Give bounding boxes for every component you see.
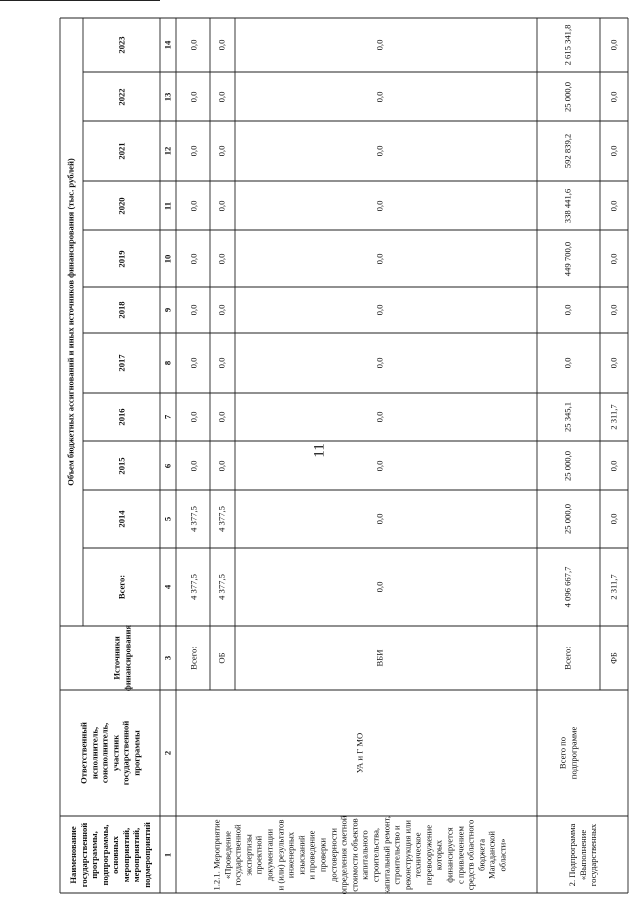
- measure-value: 4 377,5: [188, 574, 199, 600]
- col-number-12: 12: [162, 146, 173, 156]
- measure-name-line: и (или) результатов: [275, 819, 286, 890]
- measure-value: 0,0: [374, 357, 385, 369]
- subprogram-value: 0,0: [608, 304, 619, 316]
- header-sources: [112, 625, 133, 691]
- subprogram-value: 25 000,0: [562, 81, 573, 112]
- measure-value: 0,0: [374, 200, 385, 211]
- measure-name-line: и проведение: [307, 830, 318, 879]
- subprogram-value: 2 615 341,8: [562, 24, 573, 66]
- col-number-13: 13: [162, 92, 173, 101]
- subprogram-value: 0,0: [562, 304, 573, 316]
- header-year-2018: 2018: [116, 301, 127, 319]
- measure-value: 0,0: [216, 91, 227, 102]
- subprogram-value: 0,0: [608, 200, 619, 211]
- subprogram-value: 0,0: [562, 357, 573, 369]
- measure-value: 0,0: [216, 253, 227, 264]
- subprogram-name-line: государственных: [588, 823, 599, 886]
- measure-value: 0,0: [374, 304, 385, 316]
- measure-value: 0,0: [188, 253, 199, 264]
- col-number-4: 4: [162, 584, 173, 590]
- measure-value: 0,0: [188, 460, 199, 471]
- col-number-9: 9: [162, 307, 173, 313]
- measure-name-line: Магаданской: [487, 830, 498, 879]
- measure-value: 0,0: [216, 411, 227, 423]
- header-executor-line: программы: [131, 730, 141, 776]
- header-year-2014: 2014: [116, 510, 127, 528]
- header-name-line: подмероприятий: [141, 821, 152, 888]
- subprogram-source-1: ФБ: [608, 652, 619, 664]
- measure-name-line: перевооружение: [423, 824, 434, 885]
- col-number-14: 14: [162, 40, 173, 50]
- header-executor-line: исполнитель,: [89, 726, 99, 780]
- subprogram-value: 0,0: [608, 460, 619, 471]
- measure-name-line: средств областного: [465, 819, 476, 890]
- measure-name-line: капитального: [360, 829, 370, 880]
- measure-value: 0,0: [216, 200, 227, 211]
- subprogram-value: 449 700,0: [562, 241, 573, 276]
- subprogram-name-line: «Выполнение: [577, 829, 588, 880]
- subprogram-value: 338 441,6: [562, 188, 573, 223]
- col-number-3: 3: [162, 655, 173, 661]
- header-year-2016: 2016: [116, 408, 127, 426]
- header-executor: [79, 721, 142, 786]
- measure-name-line: техническое: [412, 831, 423, 878]
- measure-name-line: проектной: [254, 835, 265, 874]
- header-sources-line: финансирования: [122, 624, 132, 692]
- measure-executor: УА и Г МО: [354, 732, 365, 774]
- subprogram-value: 0,0: [608, 513, 619, 525]
- measure-value: 0,0: [374, 460, 385, 471]
- measure-name-line: реконструкция или: [402, 819, 413, 890]
- subprogram-value: 25 000,0: [562, 450, 573, 481]
- measure-value: 0,0: [374, 411, 385, 423]
- measure-name-line: строительство и: [391, 824, 402, 885]
- header-year-2020: 2020: [116, 196, 127, 215]
- measure-value: 0,0: [188, 91, 199, 102]
- header-name-line: мероприятий,: [120, 827, 131, 882]
- measure-value: 0,0: [188, 200, 199, 211]
- subprogram-value: 0,0: [608, 91, 619, 102]
- header-executor-line: Ответственный: [78, 722, 89, 784]
- page-number: 11: [311, 443, 328, 458]
- subprogram-value: 2 311,7: [608, 404, 619, 430]
- header-year-2022: 2022: [116, 87, 127, 106]
- measure-value: 0,0: [188, 39, 199, 51]
- measure-name-line: документации: [264, 828, 275, 881]
- measure-value: 0,0: [374, 39, 385, 51]
- measure-value: 0,0: [188, 411, 199, 423]
- measure-value: 4 377,5: [188, 506, 199, 532]
- header-name-line: государственной: [78, 822, 89, 887]
- measure-name: [212, 815, 509, 894]
- measure-name-line: 1.2.1. Мероприятие: [211, 818, 222, 891]
- col-number-11: 11: [162, 201, 173, 210]
- measure-source-2: ВБИ: [374, 649, 385, 667]
- measure-value: 4 377,5: [216, 506, 227, 532]
- header-name-line: программы,: [89, 830, 99, 879]
- header-name-line: подпрограммы,: [99, 824, 110, 885]
- measure-value: 0,0: [374, 513, 385, 525]
- measure-value: 0,0: [374, 581, 385, 593]
- measure-name-line: с привлечением: [455, 825, 466, 884]
- measure-value: 0,0: [374, 145, 385, 157]
- header-executor-line: участник: [110, 734, 120, 772]
- header-year-2021: 2021: [116, 142, 127, 160]
- subprogram-executor: [557, 727, 578, 780]
- measure-value: 0,0: [216, 39, 227, 51]
- col-number-6: 6: [162, 463, 173, 468]
- measure-value: 0,0: [188, 304, 199, 316]
- col-number-1: 1: [162, 852, 173, 857]
- measure-name-line: государственной: [232, 823, 243, 886]
- measure-name-line: стоимости объектов: [349, 817, 360, 892]
- measure-name-line: финансируется: [444, 826, 455, 883]
- measure-name-line: бюджета: [476, 838, 487, 871]
- header-name-line: Наименование: [68, 825, 78, 884]
- measure-source-0: Всего:: [188, 646, 199, 670]
- header-total: Всего:: [116, 574, 127, 600]
- header-name: [68, 822, 152, 888]
- subprogram-name-line: 2. Подпрограмма: [567, 823, 578, 886]
- col-number-8: 8: [162, 360, 173, 366]
- col-number-5: 5: [162, 516, 173, 522]
- measure-name-line: строительства,: [370, 827, 381, 882]
- header-executor-line: соисполнитель,: [99, 722, 110, 784]
- measure-name-line: инженерных: [285, 831, 296, 878]
- subprogram-value: 25 345,1: [562, 401, 573, 433]
- measure-value: 0,0: [216, 460, 227, 471]
- measure-value: 0,0: [374, 91, 385, 102]
- measure-source-1: ОБ: [216, 652, 227, 664]
- measure-name-line: области»: [497, 837, 508, 872]
- measure-value: 0,0: [188, 145, 199, 157]
- header-year-2023: 2023: [116, 36, 127, 54]
- measure-value: 4 377,5: [216, 574, 227, 600]
- measure-name-line: определения сметной: [338, 815, 349, 894]
- header-name-line: основных: [110, 835, 120, 874]
- subprogram-value: 0,0: [608, 357, 619, 369]
- header-funding-group: Объем бюджетных ассигнований и иных источников финансирования (тыс. рублей): [65, 158, 76, 486]
- measure-value: 0,0: [374, 253, 385, 264]
- subprogram-value: 0,0: [608, 253, 619, 264]
- measure-name-line: достоверности: [328, 827, 339, 882]
- col-number-2: 2: [162, 750, 173, 756]
- header-name-line: мероприятий,: [131, 827, 141, 882]
- measure-name-line: «Проведение: [222, 830, 233, 879]
- subprogram-value: 2 311,7: [608, 574, 619, 600]
- col-number-7: 7: [162, 414, 173, 420]
- subprogram-value: 4 096 667,7: [562, 566, 573, 608]
- subprogram-value: 25 000,0: [562, 503, 573, 535]
- subprogram-value: 0,0: [608, 145, 619, 157]
- measure-name-line: проверки: [317, 837, 328, 872]
- subprogram-name: [567, 823, 599, 886]
- header-executor-line: государственной: [120, 720, 131, 786]
- header-sources-line: Источники: [111, 636, 122, 680]
- measure-name-line: изысканий: [296, 834, 307, 875]
- measure-name-line: экспертизы: [243, 833, 254, 876]
- subprogram-source-0: Всего:: [562, 646, 573, 670]
- measure-value: 0,0: [216, 357, 227, 369]
- measure-value: 0,0: [188, 357, 199, 369]
- measure-name-line: которых: [434, 839, 445, 870]
- measure-value: 0,0: [216, 145, 227, 157]
- measure-name-line: капитальный ремонт,: [381, 815, 392, 894]
- subprogram-value: 0,0: [608, 39, 619, 51]
- measure-value: 0,0: [216, 304, 227, 316]
- header-year-2017: 2017: [116, 354, 127, 372]
- header-year-2019: 2019: [116, 249, 127, 268]
- header-year-2015: 2015: [116, 456, 127, 475]
- subprogram-executor-line: Всего по: [557, 736, 568, 770]
- col-number-10: 10: [162, 254, 173, 263]
- subprogram-value: 592 839,2: [562, 133, 573, 169]
- subprogram-executor-line: подпрограмме: [568, 726, 578, 780]
